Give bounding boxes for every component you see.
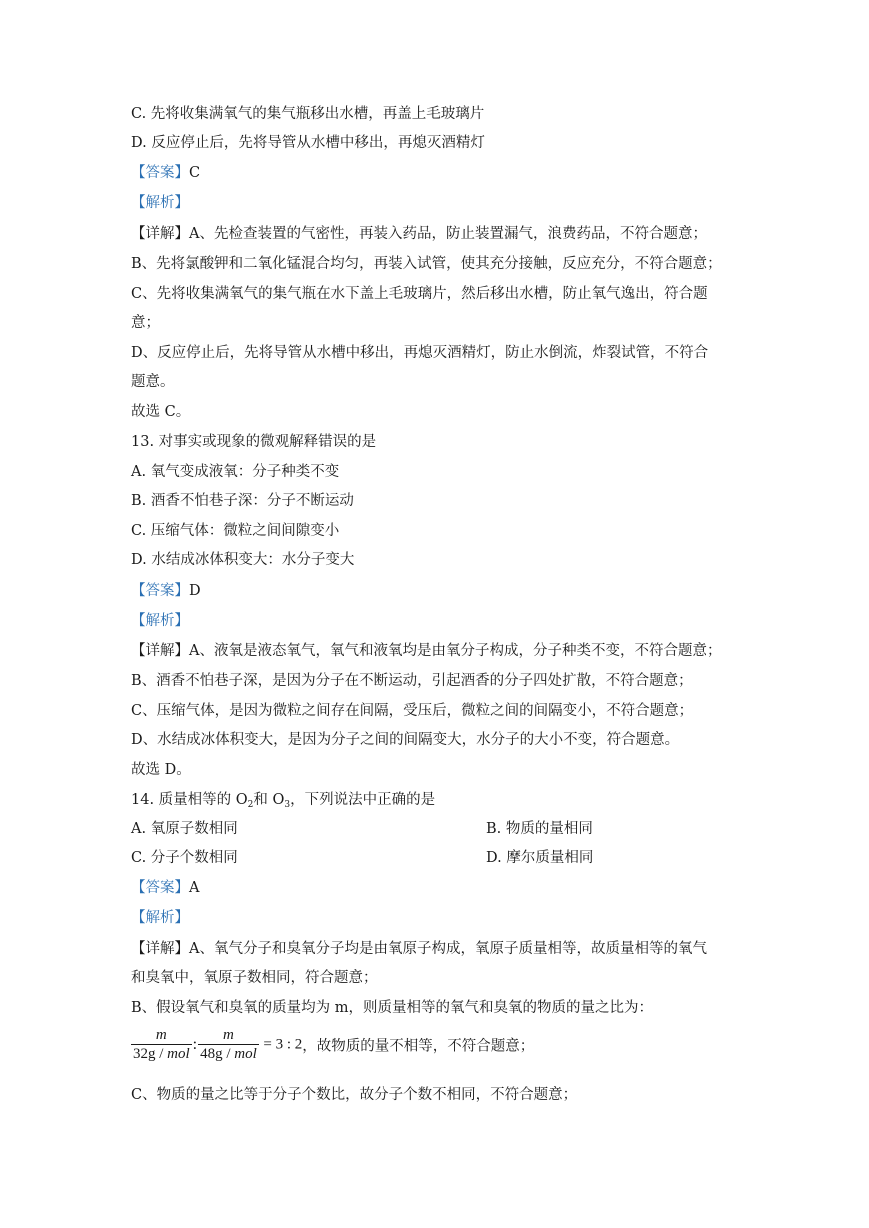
fraction-o3 bbox=[198, 1027, 259, 1063]
q14-subscript-2: 2 bbox=[247, 800, 254, 810]
q14-option-c: C. 分子个数相同 bbox=[131, 850, 238, 866]
q14-option-b: B. 物质的量相同 bbox=[486, 821, 593, 837]
detail-text: A、氧气分子和臭氧分子均是由氧原子构成，氧原子质量相等，故质量相等的氧气 bbox=[189, 941, 707, 957]
analysis-tag-13: 【解析】 bbox=[131, 613, 189, 629]
analysis-tag-14: 【解析】 bbox=[131, 910, 189, 926]
formula-conclusion: ，故物质的量不相等，不符合题意； bbox=[302, 1038, 535, 1055]
detail-c-14: C、物质的量之比等于分子个数比，故分子个数不相同，不符合题意； bbox=[131, 1087, 578, 1103]
ratio-separator: : bbox=[192, 1036, 198, 1053]
q14-option-d: D. 摩尔质量相同 bbox=[486, 850, 594, 866]
answer-line-14 bbox=[131, 878, 199, 898]
detail-c-12-line2: 意； bbox=[131, 315, 160, 331]
q14-option-a: A. 氧原子数相同 bbox=[131, 821, 238, 837]
option-d-line: D. 反应停止后，先将导管从水槽中移出，再熄灭酒精灯 bbox=[131, 135, 485, 151]
answer-value: D bbox=[189, 583, 201, 599]
answer-tag: 【答案】 bbox=[131, 165, 189, 181]
detail-c-12-line1: C、先将收集满氧气的集气瓶在水下盖上毛玻璃片，然后移出水槽，防止氧气逸出，符合题 bbox=[131, 286, 708, 302]
ratio-result: = 3 : 2 bbox=[263, 1036, 303, 1053]
detail-tag: 【详解】 bbox=[131, 941, 189, 957]
q14-text-mid: 和 O bbox=[253, 792, 285, 808]
ratio-formula bbox=[131, 1027, 534, 1063]
detail-b-12: B、先将氯酸钾和二氧化锰混合均匀，再装入试管，使其充分接触，反应充分，不符合题意； bbox=[131, 256, 722, 272]
q13-option-c: C. 压缩气体：微粒之间间隙变小 bbox=[131, 523, 340, 539]
fraction-numerator: m bbox=[155, 1027, 167, 1043]
fraction-denominator: 32g / mol bbox=[133, 1046, 190, 1062]
fraction-denominator: 48g / mol bbox=[200, 1046, 257, 1062]
detail-c-13: C、压缩气体，是因为微粒之间存在间隔，受压后，微粒之间的间隔变小，不符合题意； bbox=[131, 703, 694, 719]
detail-a-14-line2: 和臭氧中，氧原子数相同，符合题意； bbox=[131, 970, 378, 986]
answer-value: A bbox=[189, 880, 200, 896]
selection-12: 故选 C。 bbox=[131, 404, 191, 420]
detail-text: A、液氧是液态氧气，氧气和液氧均是由氧分子构成，分子种类不变，不符合题意； bbox=[189, 643, 722, 659]
detail-tag: 【详解】 bbox=[131, 226, 189, 242]
detail-d-12-line2: 题意。 bbox=[131, 374, 175, 390]
detail-a-13 bbox=[131, 641, 721, 661]
answer-value: C bbox=[189, 165, 201, 181]
answer-line-12 bbox=[131, 163, 200, 183]
detail-text: A、先检查装置的气密性，再装入药品，防止装置漏气，浪费药品，不符合题意； bbox=[189, 226, 707, 242]
detail-tag: 【详解】 bbox=[131, 643, 189, 659]
answer-tag: 【答案】 bbox=[131, 583, 189, 599]
q13-option-d: D. 水结成冰体积变大：水分子变大 bbox=[131, 552, 355, 568]
fraction-numerator: m bbox=[223, 1027, 234, 1043]
detail-d-13: D、水结成冰体积变大，是因为分子之间的间隔变大，水分子的大小不变，符合题意。 bbox=[131, 732, 680, 748]
fraction-o2 bbox=[131, 1027, 192, 1063]
detail-d-12-line1: D、反应停止后，先将导管从水槽中移出，再熄灭酒精灯，防止水倒流，炸裂试管，不符合 bbox=[131, 345, 709, 361]
detail-a-12 bbox=[131, 224, 707, 244]
detail-b-14: B、假设氧气和臭氧的质量均为 m，则质量相等的氧气和臭氧的物质的量之比为： bbox=[131, 1000, 654, 1016]
q13-option-a: A. 氧气变成液氧：分子种类不变 bbox=[131, 464, 340, 480]
answer-line-13 bbox=[131, 581, 201, 601]
detail-b-13: B、酒香不怕巷子深，是因为分子在不断运动，引起酒香的分子四处扩散，不符合题意； bbox=[131, 673, 693, 689]
selection-13: 故选 D。 bbox=[131, 762, 191, 778]
answer-tag: 【答案】 bbox=[131, 880, 189, 896]
analysis-tag-12: 【解析】 bbox=[131, 195, 189, 211]
question-13: 13. 对事实或现象的微观解释错误的是 bbox=[131, 434, 377, 450]
q13-option-b: B. 酒香不怕巷子深：分子不断运动 bbox=[131, 493, 354, 509]
q14-subscript-3: 3 bbox=[284, 800, 291, 810]
detail-a-14-line1 bbox=[131, 939, 707, 959]
option-c-line: C. 先将收集满氧气的集气瓶移出水槽，再盖上毛玻璃片 bbox=[131, 106, 485, 122]
question-14 bbox=[131, 790, 435, 815]
q14-text-post: ，下列说法中正确的是 bbox=[290, 792, 436, 808]
q14-text-pre: 14. 质量相等的 O bbox=[131, 792, 248, 808]
